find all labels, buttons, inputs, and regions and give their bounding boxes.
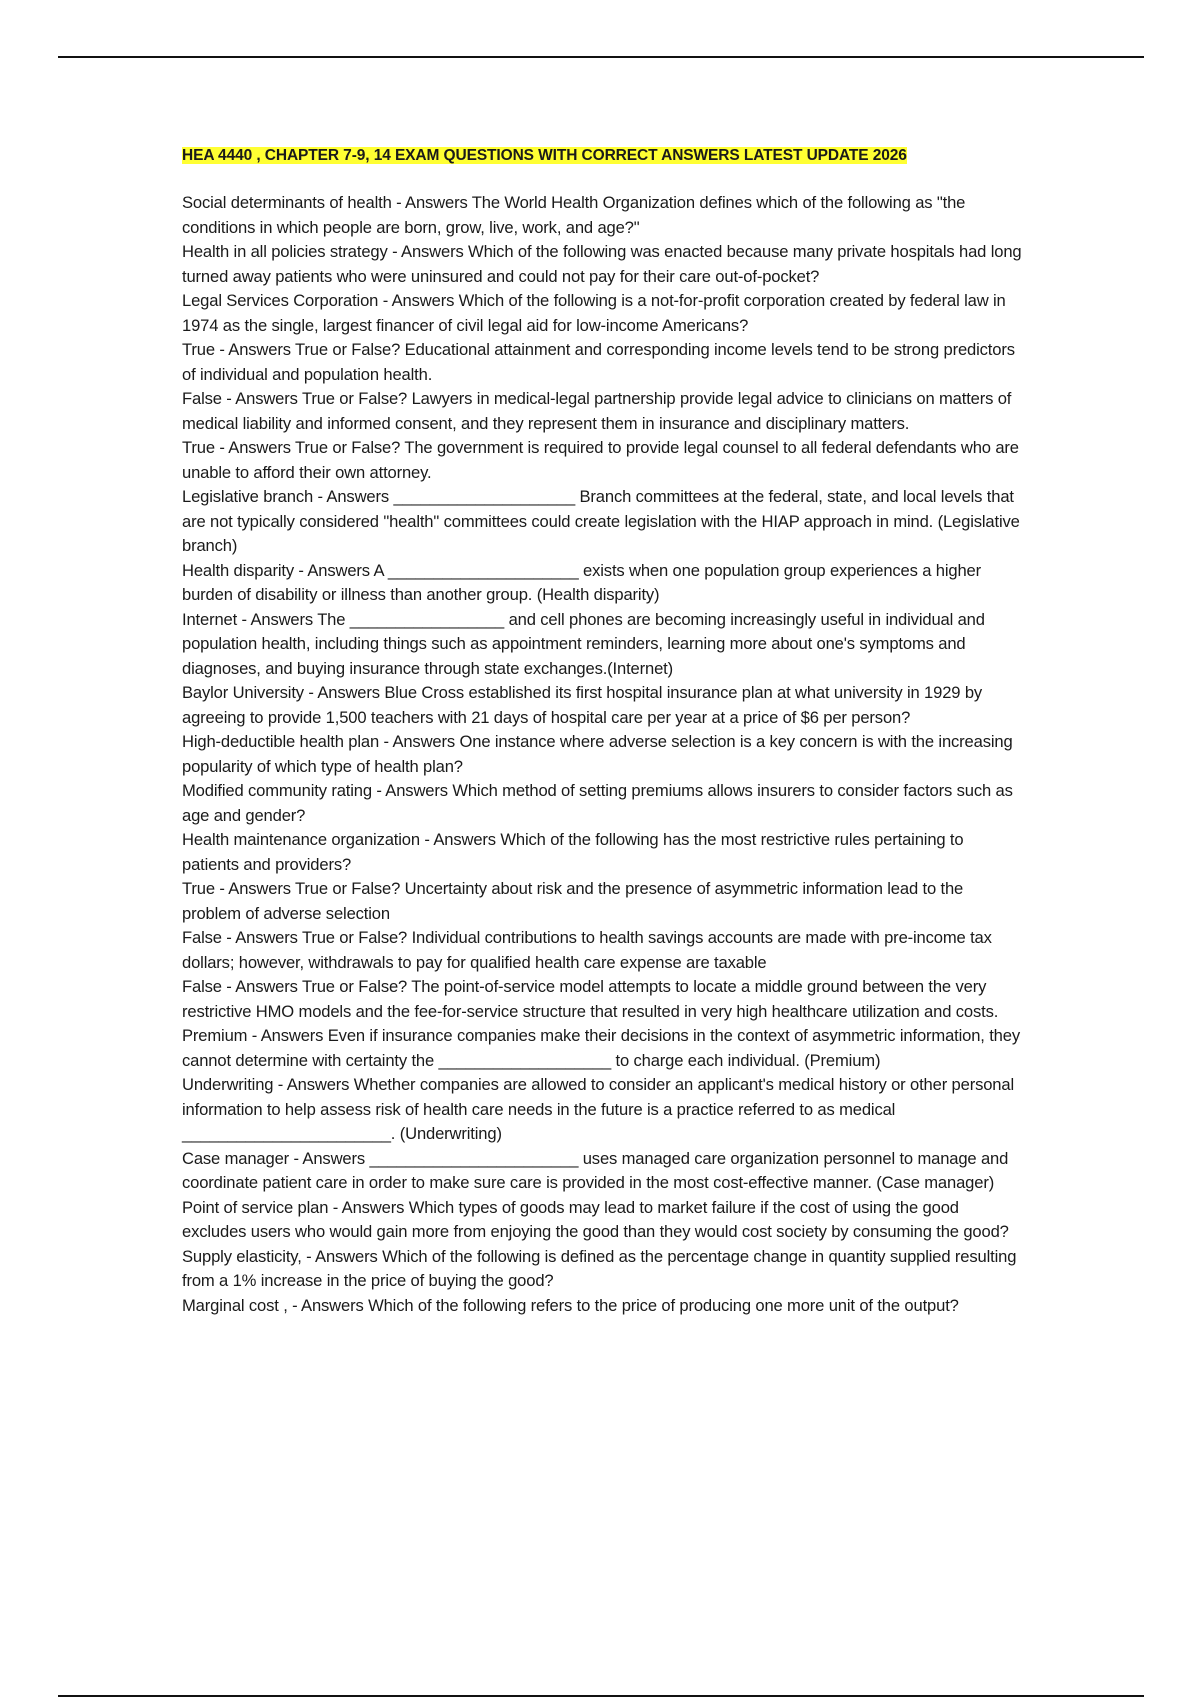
document-title: HEA 4440 , CHAPTER 7-9, 14 EXAM QUESTIONS WITH CORRECT ANSWERS LATEST UPDATE 2026 — [182, 147, 907, 164]
qa-item: High-deductible health plan - Answers One instance where adverse selection is a key concern is with the increasing popularity of which type of health plan? — [182, 732, 1013, 776]
qa-item: False - Answers True or False? The point-of-service model attempts to locate a middle ground between the very restrictive HMO models and the fee-for-service structure that resulted in very high healthcare utilization and costs. — [182, 977, 999, 1021]
qa-item: Modified community rating - Answers Which method of setting premiums allows insurers to consider factors such as age and gender? — [182, 781, 1013, 825]
qa-item: Underwriting - Answers Whether companies are allowed to consider an applicant's medical history or other personal information to help assess risk of health care needs in the future is a practice referred to as medical _______________________. (Underwriting) — [182, 1075, 1014, 1143]
qa-item: Case manager - Answers _______________________ uses managed care organization personnel to manage and coordinate patient care in order to make sure care is provided in the most cost-effective manner. (Case manager) — [182, 1148, 1009, 1192]
qa-item: True - Answers True or False? Educational attainment and corresponding income levels tend to be strong predictors of individual and population health. — [182, 340, 1015, 384]
qa-item: True - Answers True or False? Uncertainty about risk and the presence of asymmetric information lead to the problem of adverse selection — [182, 879, 964, 923]
qa-item: Legal Services Corporation - Answers Which of the following is a not-for-profit corporation created by federal law in 1974 as the single, largest financer of civil legal aid for low-income Americans? — [182, 291, 1006, 335]
qa-list — [182, 191, 1022, 1318]
qa-item: True - Answers True or False? The government is required to provide legal counsel to all federal defendants who are unable to afford their own attorney. — [182, 438, 1019, 482]
qa-item: Marginal cost , - Answers Which of the following refers to the price of producing one more unit of the output? — [182, 1295, 959, 1315]
qa-item: Health disparity - Answers A _____________________ exists when one population group experiences a higher burden of disability or illness than another group. (Health disparity) — [182, 560, 981, 604]
qa-item: Internet - Answers The _________________ and cell phones are becoming increasingly useful in individual and population health, including things such as appointment reminders, learning more about one's symptoms and diagnoses, and buying insurance through state exchanges.(Internet) — [182, 609, 985, 678]
qa-item: Point of service plan - Answers Which types of goods may lead to market failure if the cost of using the good excludes users who would gain more from enjoying the good than they would cost society by consuming the good? — [182, 1197, 1009, 1241]
qa-item: Supply elasticity, - Answers Which of the following is defined as the percentage change in quantity supplied resulting from a 1% increase in the price of buying the good? — [182, 1246, 1017, 1290]
qa-item: Legislative branch - Answers ____________________ Branch committees at the federal, state, and local levels that are not typically considered "health" committees could create legislation with the HIAP approach in mind. (Legislative branch) — [182, 487, 1020, 555]
qa-item: Baylor University - Answers Blue Cross established its first hospital insurance plan at what university in 1929 by agreeing to provide 1,500 teachers with 21 days of hospital care per year at a price of $6 per person? — [182, 683, 983, 727]
qa-item: Premium - Answers Even if insurance companies make their decisions in the context of asymmetric information, they cannot determine with certainty the ___________________ to charge each individual. (Premium) — [182, 1026, 1020, 1070]
header-rule — [58, 56, 1144, 58]
footer-rule — [58, 1695, 1144, 1697]
qa-item: Health maintenance organization - Answers Which of the following has the most restrictive rules pertaining to patients and providers? — [182, 830, 964, 874]
qa-item: False - Answers True or False? Lawyers in medical-legal partnership provide legal advice to clinicians on matters of medical liability and informed consent, and they represent them in insurance and disciplinary matters. — [182, 389, 1012, 433]
document-body — [182, 146, 1022, 1318]
qa-item: Social determinants of health - Answers The World Health Organization defines which of the following as "the conditions in which people are born, grow, live, work, and age?" — [182, 193, 966, 237]
qa-item: False - Answers True or False? Individual contributions to health savings accounts are made with pre-income tax dollars; however, withdrawals to pay for qualified health care expense are taxable — [182, 928, 992, 972]
qa-item: Health in all policies strategy - Answers Which of the following was enacted because many private hospitals had long turned away patients who were uninsured and could not pay for their care out-of-pocket? — [182, 242, 1022, 286]
